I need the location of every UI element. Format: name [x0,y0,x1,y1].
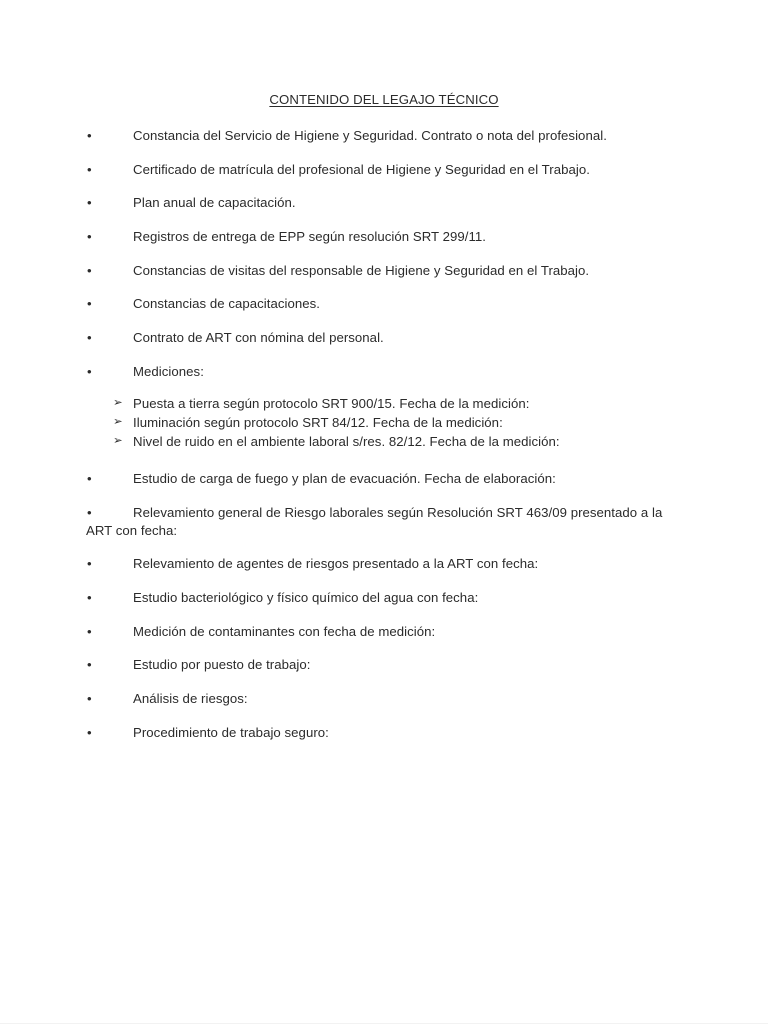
list-item-label: Estudio por puesto de trabajo: [133,657,311,673]
arrow-bullet-icon: ➢ [113,435,123,448]
list-item-label: Constancias de capacitaciones. [133,296,320,312]
bullet-icon: • [87,657,92,673]
list-item-label: Certificado de matrícula del profesional de Higiene y Seguridad en el Trabajo. [133,161,590,177]
list-item [0,127,768,145]
bullet-icon: • [87,127,92,143]
sub-list-item [0,432,768,451]
arrow-bullet-icon: ➢ [113,416,123,429]
list-item-label: Medición de contaminantes con fecha de medición: [133,623,436,639]
bullet-icon: • [87,329,92,345]
bullet-icon: • [87,691,92,707]
list-item-label: Mediciones: [133,363,204,379]
list-item [0,589,768,607]
list-item-wrapped [0,504,768,539]
list-item-label: Relevamiento general de Riesgo laborales según Resolución SRT 463/09 presentado a la ART con fecha: [86,505,663,538]
mediciones-sublist [0,394,768,451]
list-item [0,555,768,573]
list-item-label: Contrato de ART con nómina del personal. [133,329,384,345]
list-item-label: Análisis de riesgos: [133,691,248,707]
list-item-label: Relevamiento de agentes de riesgos presentado a la ART con fecha: [133,556,539,572]
bullet-icon: • [87,590,92,606]
sub-list-item-label: Puesta a tierra según protocolo SRT 900/15. Fecha de la medición: [133,396,530,412]
bullet-icon: • [87,505,92,521]
list-item-label: Procedimiento de trabajo seguro: [133,724,329,740]
page-title: CONTENIDO DEL LEGAJO TÉCNICO [269,92,499,107]
bullet-icon: • [87,161,92,177]
bullet-icon: • [87,724,92,740]
sub-list-item [0,413,768,432]
list-item [0,724,768,742]
bullet-icon: • [87,363,92,379]
bullet-icon: • [87,296,92,312]
sub-list-item-label: Nivel de ruido en el ambiente laboral s/res. 82/12. Fecha de la medición: [133,434,560,450]
list-item [0,623,768,641]
bullet-icon: • [87,228,92,244]
main-checklist-continued [0,470,768,741]
bullet-icon: • [87,556,92,572]
main-checklist [0,127,768,381]
sub-list-item [0,394,768,413]
bullet-icon: • [87,195,92,211]
bullet-icon: • [87,262,92,278]
list-item [0,194,768,212]
list-item [0,228,768,246]
list-item-label: Constancias de visitas del responsable de Higiene y Seguridad en el Trabajo. [133,262,590,278]
list-item-label: Plan anual de capacitación. [133,195,296,211]
list-item [0,329,768,347]
list-item [0,690,768,708]
sub-list-item-label: Iluminación según protocolo SRT 84/12. Fecha de la medición: [133,415,503,431]
list-item [0,262,768,280]
arrow-bullet-icon: ➢ [113,397,123,410]
bullet-icon: • [87,623,92,639]
list-item [0,295,768,313]
list-item [0,656,768,674]
list-item [0,470,768,488]
bullet-icon: • [87,471,92,487]
list-item-label: Constancia del Servicio de Higiene y Seguridad. Contrato o nota del profesional. [133,127,607,143]
list-item [0,161,768,179]
list-item-label: Estudio bacteriológico y físico químico del agua con fecha: [133,590,479,606]
list-item-label: Estudio de carga de fuego y plan de evacuación. Fecha de elaboración: [133,471,556,487]
list-item-label: Registros de entrega de EPP según resolución SRT 299/11. [133,228,486,244]
list-item-mediciones [0,363,768,381]
